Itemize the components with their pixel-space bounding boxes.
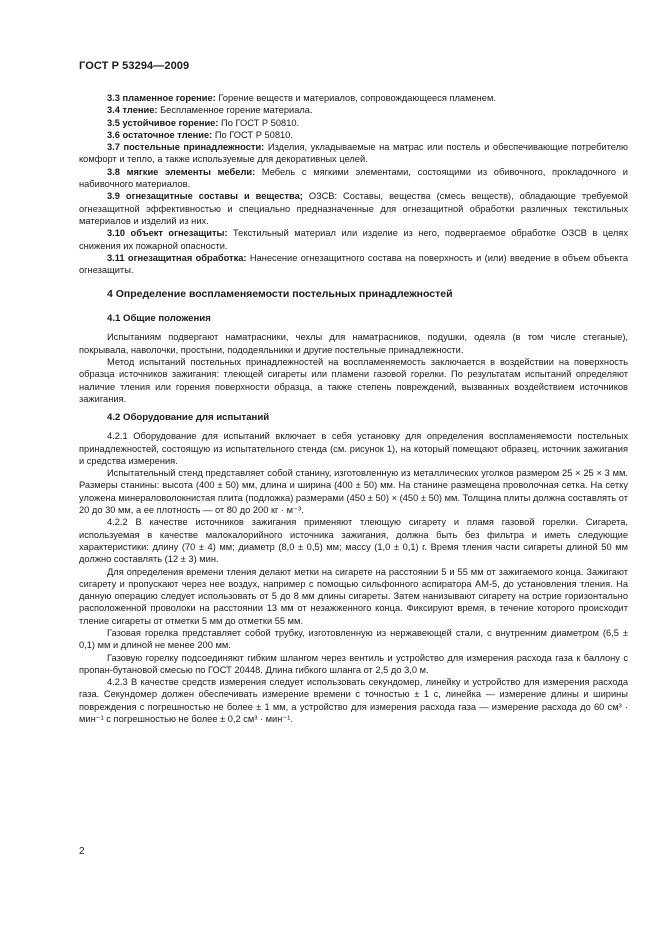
- term-definition: Нанесение огнезащитного состава на поверхность и (или) введение в объем объекта огнезащиты.: [79, 252, 628, 276]
- term-3-5: [79, 117, 628, 129]
- paragraph: Испытательный стенд представляет собой станину, изготовленную из металлических уголков размером 25 × 25 × 3 мм. Размеры станины: высота (400 ± 50) мм, длина и ширина (400 ± 50) мм. На станине размещена проволочная сетка. На сетку уложена минераловолокнистая плита (подложка) размерами (450 ± 50) × (450 ± 50) мм. Толщина плиты должна составлять от 20 до 30 мм, а ее плотность — от 80 до 200 кг · м⁻³.: [79, 468, 628, 516]
- term-3-11: [79, 252, 628, 277]
- paragraph: Метод испытаний постельных принадлежностей на воспламеняемость заключается в воздействии на поверхность образца источников зажигания: тлеющей сигареты или пламени газовой горелки. По результатам испытаний определяют наличие тления или горения поверхности образца, а также степень повреждений, вызванных воздействием источников зажигания.: [79, 357, 628, 404]
- subsection-4-1-heading: 4.1 Общие положения: [107, 313, 211, 325]
- term-3-4: [79, 104, 628, 116]
- term-3-9: [79, 190, 628, 227]
- term-definition: Текстильный материал или изделие из него, подвергаемое обработке ОЗСВ в целях снижения их пожарной опасности.: [79, 228, 628, 251]
- paragraph: 4.2.3 В качестве средств измерения следует использовать секундомер, линейку и устройство для измерения расхода газа. Секундомер должен обеспечивать измерение времени с точностью ± 1 с, линейка — измерение длины и ширины повреждения с погрешностью не более ± 1 мм, а устройство для измерения расхода газа — измерение расхода до 60 см³ · мин⁻¹ с погрешностью не более ± 0,2 см³ · мин⁻¹.: [79, 677, 628, 725]
- paragraph: Газовая горелка представляет собой трубку, изготовленную из нержавеющей стали, с внутренним диаметром (6,5 ± 0,1) мм и длиной не менее 200 мм.: [79, 627, 628, 651]
- term-definition: Горение веществ и материалов, сопровождающееся пламенем.: [215, 93, 496, 103]
- term-3-6: [79, 129, 628, 141]
- paragraph: 4.2.1 Оборудование для испытаний включает в себя установку для определения воспламеняемости постельных принадлежностей, состоящую из испытательного стенда (см. рисунок 1), на который помещают образец, источник зажигания и средства измерения.: [79, 431, 628, 466]
- term-name: 3.4 тление:: [107, 105, 158, 116]
- term-definition: Изделия, укладываемые на матрас или постель и обеспечивающие потребителю комфорт и тепло, а также используемые для декоративных целей.: [79, 142, 629, 165]
- term-definition: По ГОСТ Р 50810.: [212, 129, 293, 140]
- paragraph: Для определения времени тления делают метки на сигарете на расстоянии 5 и 55 мм от зажигаемого конца. Зажигают сигарету и пропускают через нее воздух, например с помощью сильфонного аспиратора АМ-5, до установления тления. На данную операцию следует использовать от 5 до 8 мм длины сигареты. Затем нанизывают сигарету на острие горизонтально расположенной проволоки на расстоянии 13 мм от незажженного конца. Фиксируют время, в течение которого происходит тление сигареты от отметки 5 мм до отметки 55 мм.: [79, 566, 628, 626]
- page-number: 2: [79, 846, 85, 857]
- subsection-4-2-heading: 4.2 Оборудование для испытаний: [107, 412, 270, 424]
- term-name: 3.5 устойчивое горение:: [107, 117, 219, 128]
- term-name: 3.7 постельные принадлежности:: [107, 142, 265, 153]
- document-body: [79, 92, 628, 725]
- term-definition: По ГОСТ Р 50810.: [218, 117, 300, 128]
- paragraph: Газовую горелку подсоединяют гибким шлангом через вентиль и устройство для измерения расхода газа к баллону с пропан-бутановой смесью по ГОСТ 20448. Длина гибкого шланга от 2,5 до 3,0 м.: [79, 652, 628, 675]
- term-name: 3.6 остаточное тление:: [107, 129, 213, 140]
- term-definition: Беспламенное горение материала.: [157, 105, 313, 116]
- term-3-8: [79, 166, 628, 191]
- term-3-3: [79, 92, 628, 104]
- term-name: 3.3 пламенное горение:: [107, 93, 216, 103]
- term-name: 3.11 огнезащитная обработка:: [107, 252, 247, 263]
- term-3-10: [79, 227, 628, 252]
- section-4-heading: 4 Определение воспламеняемости постельных принадлежностей: [107, 288, 453, 301]
- term-3-7: [79, 141, 628, 166]
- term-name: 3.9 огнезащитные составы и вещества;: [107, 191, 303, 202]
- paragraph: Испытаниям подвергают наматрасники, чехлы для наматрасников, подушки, одеяла (в том числе стеганые), покрывала, наволочки, простыни, пододеяльники и другие постельные принадлежности.: [79, 332, 628, 355]
- term-name: 3.10 объект огнезащиты:: [107, 228, 228, 239]
- term-name: 3.8 мягкие элементы мебели:: [107, 166, 256, 177]
- document-header: ГОСТ Р 53294—2009: [79, 60, 190, 72]
- term-definition: ОЗСВ: Составы, вещества (смесь веществ), обладающие требуемой огнезащитной эффективностью и специально предназначенные для огнезащитной обработки различных текстильных материалов и изделий из них.: [79, 191, 628, 226]
- term-definition: Мебель с мягкими элементами, состоящими из обивочного, прокладочного и набивочного материалов.: [79, 166, 628, 190]
- paragraph: 4.2.2 В качестве источников зажигания применяют тлеющую сигарету и пламя газовой горелки. Сигарета, используемая в качестве малокалорийного источника зажигания, должна быть без фильтра и иметь следующие характеристики: длину (70 ± 4) мм; диаметр (8,0 ± 0,5) мм; массу (1,0 ± 0,1) г. Время тления части сигареты длиной 50 мм должно составлять (12 ± 3) мин.: [79, 517, 628, 565]
